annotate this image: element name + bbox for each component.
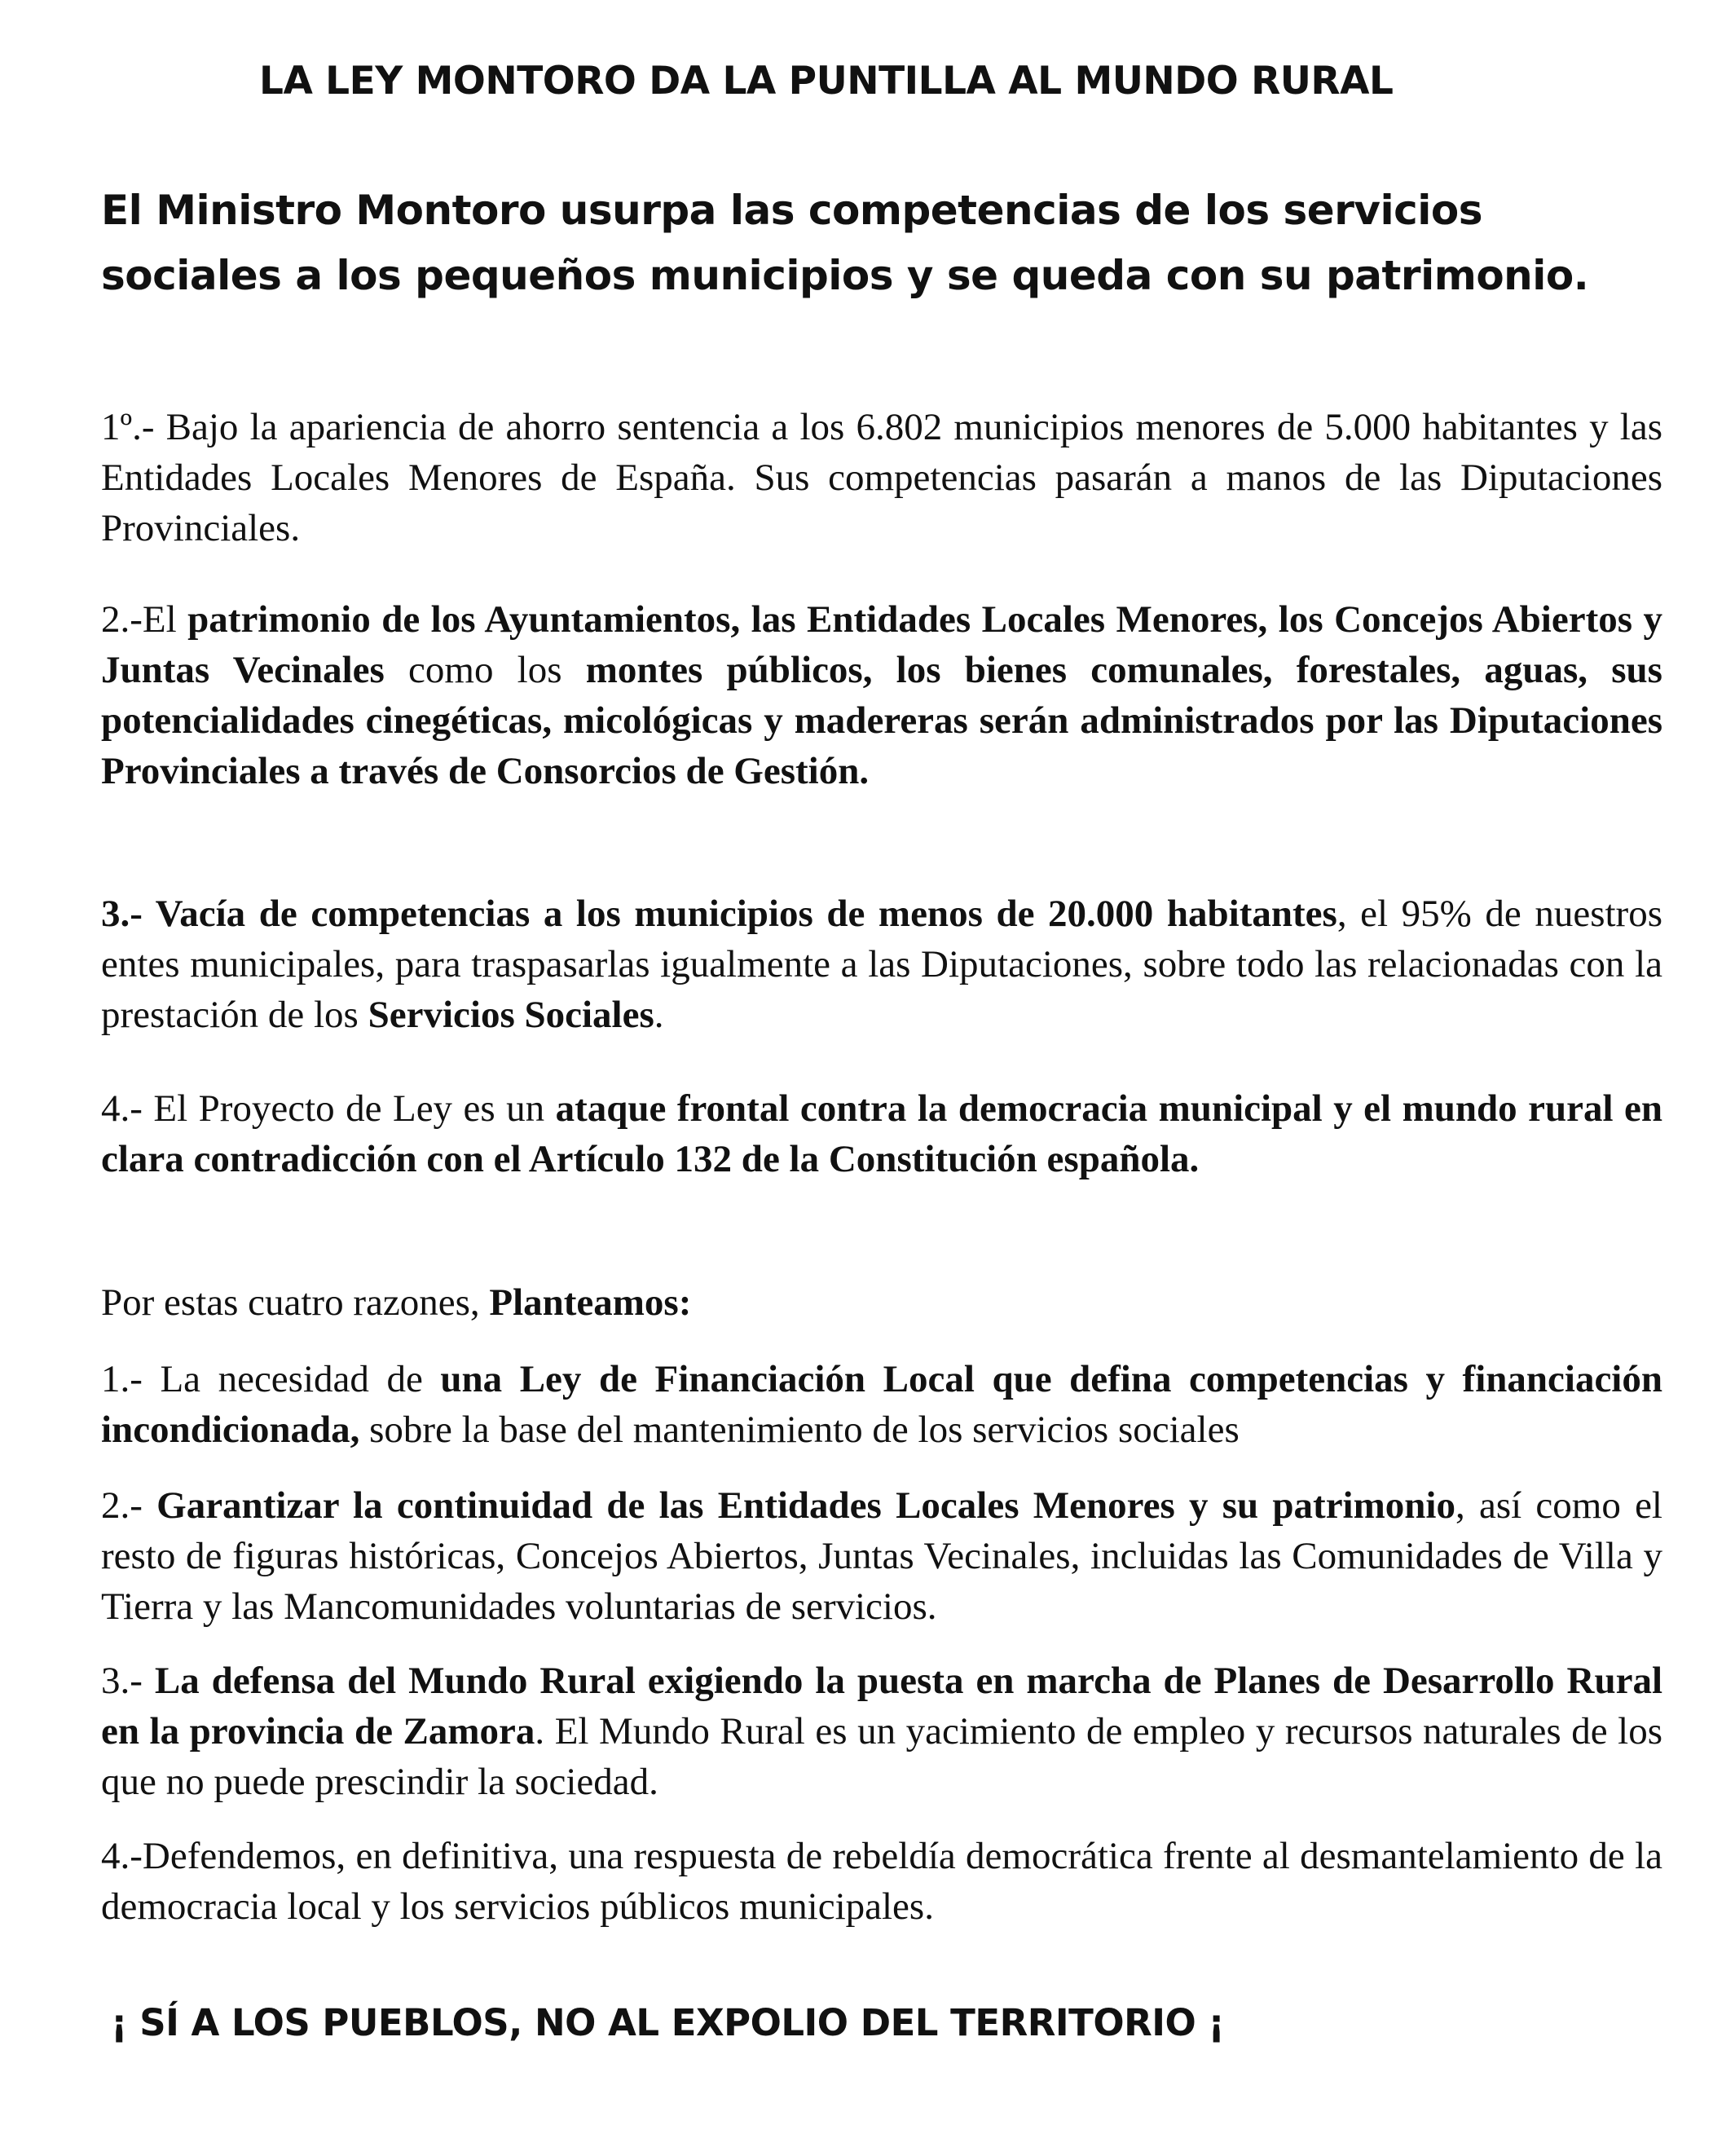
point-4-bold: ataque frontal contra la democracia municipal y el mundo rural en clara contradicción con el Artículo 132 de la Constitución española. (101, 1087, 1662, 1180)
proposal-1-text: 1.- La necesidad de (101, 1358, 441, 1400)
proposal-3-tail: . El Mundo Rural es un yacimiento de empleo y recursos naturales de los que no puede prescindir la sociedad. (101, 1710, 1662, 1803)
proposal-4 (101, 1831, 1662, 1932)
document-subtitle: El Ministro Montoro usurpa las competencias de los servicios sociales a los pequeños municipios y se queda con su patrimonio. (101, 187, 1589, 299)
proposal-1 (101, 1354, 1662, 1455)
point-2 (101, 594, 1662, 796)
proposal-3-bold: La defensa del Mundo Rural exigiendo la puesta en marcha de Planes de Desarrollo Rural en la provincia de Zamora (101, 1660, 1663, 1753)
proposal-1-bold: una Ley de Financiación Local que defina competencias y financiación incondicionada, (101, 1358, 1663, 1451)
closing-slogan: ¡ SÍ A LOS PUEBLOS, NO AL EXPOLIO DEL TERRITORIO ¡ (111, 2001, 1225, 2044)
point-4 (101, 1083, 1662, 1184)
proposal-1-tail: sobre la base del mantenimiento de los servicios sociales (359, 1409, 1240, 1451)
proposals-intro-bold: Planteamos: (489, 1281, 692, 1324)
point-1-text: 1º.- Bajo la apariencia de ahorro sentencia a los 6.802 municipios menores de 5.000 habitantes y las Entidades Locales Menores de España. Sus competencias pasarán a manos de las Diputaciones Provinciales. (101, 406, 1662, 549)
proposals-intro-text: Por estas cuatro razones, (101, 1281, 490, 1324)
point-3 (101, 888, 1662, 1040)
proposal-4-text: 4.-Defendemos, en definitiva, una respuesta de rebeldía democrática frente al desmantelamiento de la democracia local y los servicios públicos municipales. (101, 1835, 1662, 1928)
point-1 (101, 402, 1662, 553)
proposal-3 (101, 1656, 1662, 1807)
proposal-3-number: 3.- (101, 1660, 155, 1702)
point-2-bold-patrimonio: patrimonio de los Ayuntamientos, las Entidades Locales Menores, los Concejos Abiertos y Juntas Vecinales (101, 598, 1662, 691)
point-3-bold-lead: 3.- Vacía de competencias a los municipios de menos de 20.000 habitantes (101, 893, 1337, 935)
point-3-text: , el 95% de nuestros entes municipales, para traspasarlas igualmente a las Diputaciones, sobre todo las relacionadas con la prestación de los (101, 893, 1662, 1036)
proposal-2-tail: , así como el resto de figuras históricas, Concejos Abiertos, Juntas Vecinales, incluidas las Comunidades de Villa y Tierra y las Mancomunidades voluntarias de servicios. (101, 1484, 1662, 1628)
point-3-period: . (654, 994, 664, 1036)
point-4-text: 4.- El Proyecto de Ley es un (101, 1087, 556, 1130)
document-title: LA LEY MONTORO DA LA PUNTILLA AL MUNDO RURAL (259, 59, 1394, 104)
point-3-bold-servicios: Servicios Sociales (368, 994, 654, 1036)
point-2-text: 2.-El (101, 598, 188, 641)
proposal-2-number: 2.- (101, 1484, 157, 1527)
proposal-2-bold: Garantizar la continuidad de las Entidades Locales Menores y su patrimonio (156, 1484, 1455, 1527)
proposal-2 (101, 1480, 1662, 1632)
point-2-bold-montes: montes públicos, los bienes comunales, forestales, aguas, sus potencialidades cinegéticas, micológicas y madereras serán administrados por las Diputaciones Provinciales a través de Consorcios de Gestión. (101, 649, 1662, 792)
point-2-text-como: como los (384, 649, 586, 691)
proposals-intro (101, 1277, 1662, 1328)
